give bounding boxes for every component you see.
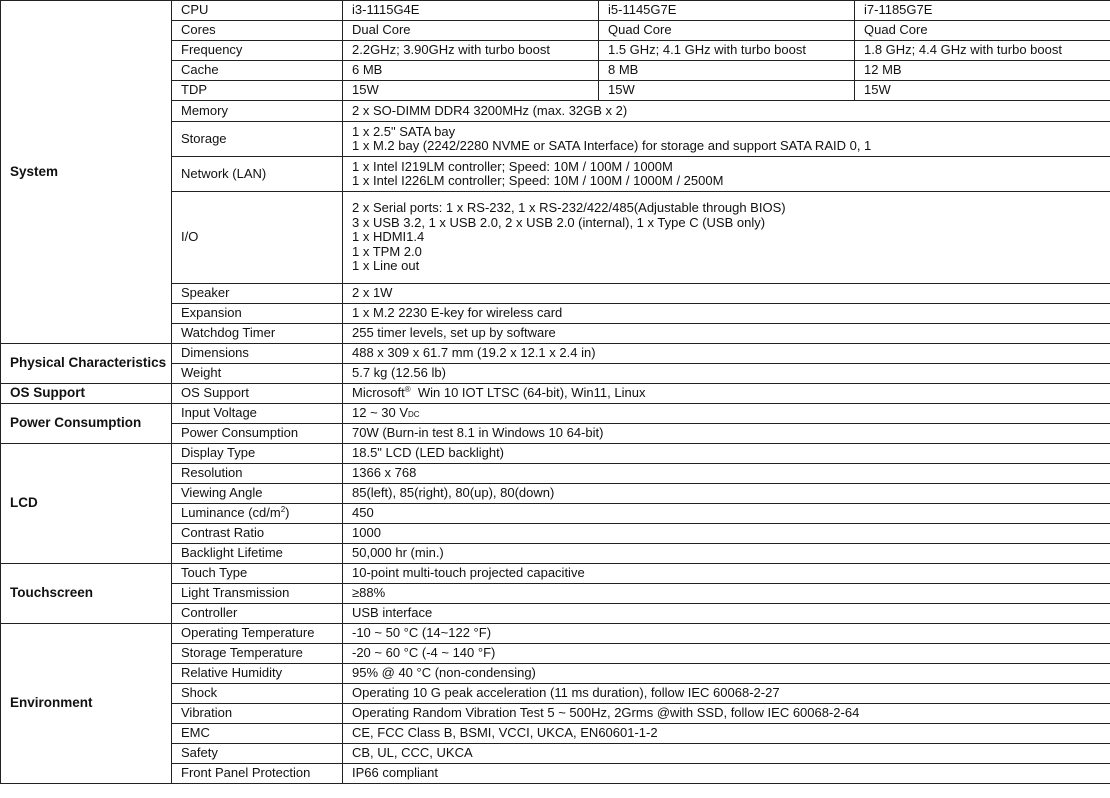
spec-label-io: I/O [172,192,343,284]
table-row [1,344,1110,364]
spec-label-cache: Cache [172,61,343,81]
spec-label-power-consumption: Power Consumption [172,424,343,444]
table-row [1,384,1110,404]
spec-value-frequency-1: 2.2GHz; 3.90GHz with turbo boost [343,41,599,61]
spec-label-cores: Cores [172,21,343,41]
category-lcd: LCD [1,444,172,564]
spec-label-network: Network (LAN) [172,157,343,192]
storage-line: 1 x 2.5" SATA bay [352,123,456,139]
spec-value-tdp-3: 15W [855,81,1110,101]
spec-value-humidity: 95% @ 40 °C (non-condensing) [343,664,1110,684]
io-line: 1 x Line out [352,258,420,274]
spec-value-backlight: 50,000 hr (min.) [343,544,1110,564]
spec-label-st-temp: Storage Temperature [172,644,343,664]
io-line: 2 x Serial ports: 1 x RS-232, 1 x RS-232/422/485(Adjustable through BIOS) [352,200,786,216]
spec-value-vibration: Operating Random Vibration Test 5 ~ 500Hz, 2Grms @with SSD, follow IEC 60068-2-64 [343,704,1110,724]
spec-label-storage: Storage [172,122,343,157]
spec-value-cpu-3: i7-1185G7E [855,1,1110,21]
spec-label-dimensions: Dimensions [172,344,343,364]
spec-value-touch-type: 10-point multi-touch projected capacitive [343,564,1110,584]
spec-value-luminance: 450 [343,504,1110,524]
category-touchscreen: Touchscreen [1,564,172,624]
spec-value-cache-3: 12 MB [855,61,1110,81]
spec-label-viewing-angle: Viewing Angle [172,484,343,504]
spec-value-cores-1: Dual Core [343,21,599,41]
spec-value-dimensions: 488 x 309 x 61.7 mm (19.2 x 12.1 x 2.4 in) [343,344,1110,364]
spec-label-emc: EMC [172,724,343,744]
spec-label-os: OS Support [172,384,343,404]
category-physical: Physical Characteristics [1,344,172,384]
spec-value-input-voltage: 12 ~ 30 VDC [343,404,1110,424]
spec-label-memory: Memory [172,101,343,122]
spec-value-memory: 2 x SO-DIMM DDR4 3200MHz (max. 32GB x 2) [343,101,1110,122]
spec-label-backlight: Backlight Lifetime [172,544,343,564]
spec-value-tdp-1: 15W [343,81,599,101]
table-row [1,1,1110,21]
spec-value-resolution: 1366 x 768 [343,464,1110,484]
spec-value-io [343,192,1110,284]
spec-value-cache-1: 6 MB [343,61,599,81]
network-line: 1 x Intel I226LM controller; Speed: 10M / 100M / 1000M / 2500M [352,173,724,188]
spec-value-op-temp: -10 ~ 50 °C (14~122 °F) [343,624,1110,644]
spec-value-weight: 5.7 kg (12.56 lb) [343,364,1110,384]
spec-label-contrast: Contrast Ratio [172,524,343,544]
spec-label-frequency: Frequency [172,41,343,61]
spec-value-st-temp: -20 ~ 60 °C (-4 ~ 140 °F) [343,644,1110,664]
spec-label-weight: Weight [172,364,343,384]
spec-label-cpu: CPU [172,1,343,21]
spec-value-network [343,157,1110,192]
spec-value-contrast: 1000 [343,524,1110,544]
spec-value-cpu-1: i3-1115G4E [343,1,599,21]
io-line: 1 x TPM 2.0 [352,243,422,259]
spec-value-speaker: 2 x 1W [343,284,1110,304]
spec-value-frequency-3: 1.8 GHz; 4.4 GHz with turbo boost [855,41,1110,61]
spec-label-display-type: Display Type [172,444,343,464]
spec-value-cpu-2: i5-1145G7E [599,1,855,21]
spec-value-front-panel: IP66 compliant [343,764,1110,784]
spec-value-emc: CE, FCC Class B, BSMI, VCCI, UKCA, EN60601-1-2 [343,724,1110,744]
io-line: 1 x HDMI1.4 [352,229,425,245]
spec-value-cores-3: Quad Core [855,21,1110,41]
spec-value-shock: Operating 10 G peak acceleration (11 ms duration), follow IEC 60068-2-27 [343,684,1110,704]
spec-value-tdp-2: 15W [599,81,855,101]
category-power: Power Consumption [1,404,172,444]
spec-label-vibration: Vibration [172,704,343,724]
spec-value-safety: CB, UL, CCC, UKCA [343,744,1110,764]
network-line: 1 x Intel I219LM controller; Speed: 10M / 100M / 1000M [352,158,673,174]
spec-value-os: Microsoft® Win 10 IOT LTSC (64-bit), Win11, Linux [343,384,1110,404]
storage-line: 1 x M.2 bay (2242/2280 NVME or SATA Interface) for storage and support SATA RAID 0, 1 [352,138,872,153]
category-system: System [1,1,172,344]
spec-label-humidity: Relative Humidity [172,664,343,684]
spec-label-shock: Shock [172,684,343,704]
spec-label-touch-type: Touch Type [172,564,343,584]
spec-value-cores-2: Quad Core [599,21,855,41]
spec-label-front-panel: Front Panel Protection [172,764,343,784]
spec-label-expansion: Expansion [172,304,343,324]
spec-label-resolution: Resolution [172,464,343,484]
table-row [1,564,1110,584]
spec-value-controller: USB interface [343,604,1110,624]
category-environment: Environment [1,624,172,784]
spec-label-input-voltage: Input Voltage [172,404,343,424]
spec-label-controller: Controller [172,604,343,624]
table-row [1,444,1110,464]
table-row [1,624,1110,644]
spec-label-watchdog: Watchdog Timer [172,324,343,344]
spec-value-storage [343,122,1110,157]
spec-value-viewing-angle: 85(left), 85(right), 80(up), 80(down) [343,484,1110,504]
spec-value-cache-2: 8 MB [599,61,855,81]
spec-label-light-transmission: Light Transmission [172,584,343,604]
spec-label-tdp: TDP [172,81,343,101]
spec-label-speaker: Speaker [172,284,343,304]
spec-label-op-temp: Operating Temperature [172,624,343,644]
spec-label-luminance: Luminance $(cd/m^2)$ [172,504,343,524]
spec-value-frequency-2: 1.5 GHz; 4.1 GHz with turbo boost [599,41,855,61]
spec-value-power-consumption: 70W (Burn-in test 8.1 in Windows 10 64-bit) [343,424,1110,444]
category-os: OS Support [1,384,172,404]
spec-label-safety: Safety [172,744,343,764]
spec-value-expansion: 1 x M.2 2230 E-key for wireless card [343,304,1110,324]
spec-value-watchdog: 255 timer levels, set up by software [343,324,1110,344]
table-row [1,404,1110,424]
spec-value-light-transmission: ≥88% [343,584,1110,604]
io-line: 3 x USB 3.2, 1 x USB 2.0, 2 x USB 2.0 (internal), 1 x Type C (USB only) [352,214,766,230]
spec-value-display-type: 18.5" LCD (LED backlight) [343,444,1110,464]
